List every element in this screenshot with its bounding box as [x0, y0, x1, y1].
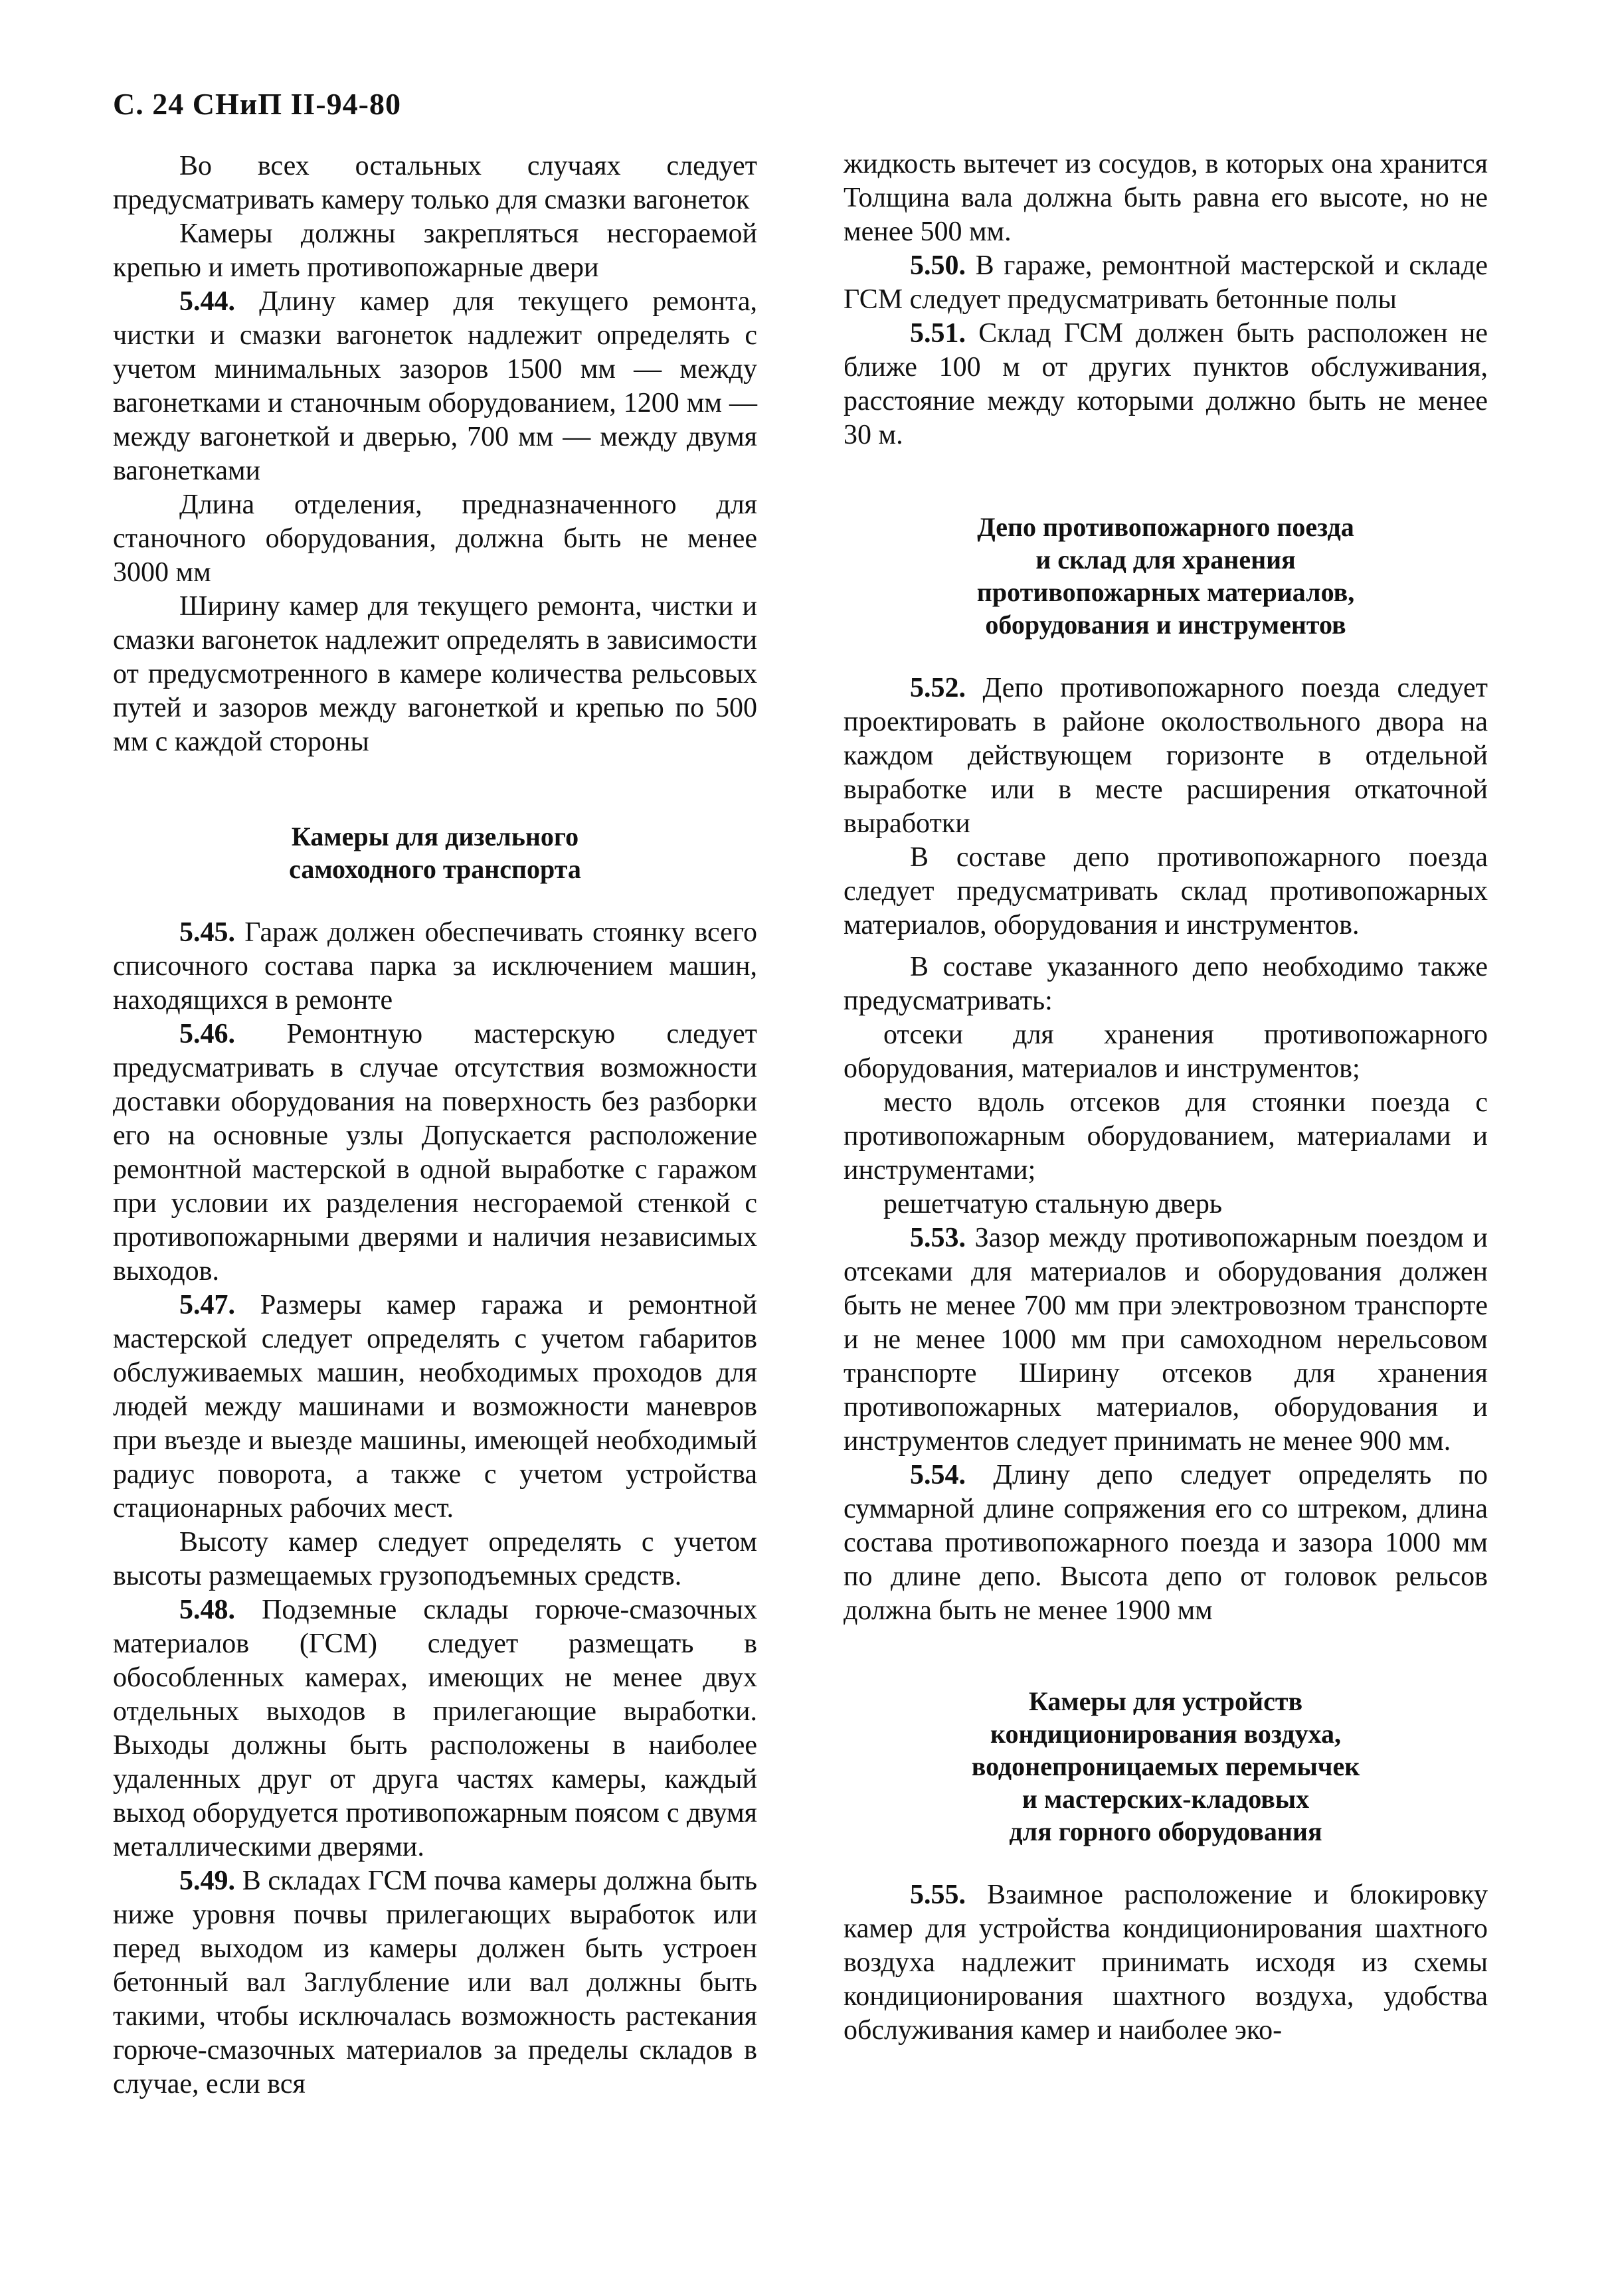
paragraph: Камеры должны закрепляться несгораемой крепью и иметь противопожарные двери: [113, 219, 757, 283]
left-column: [113, 149, 757, 2101]
list-item: отсеки для хранения противопожарного оборудования, материалов и инструментов;: [844, 1019, 1488, 1084]
clause-number: 5.48.: [179, 1595, 235, 1625]
clause-text: В гараже, ремонтной мастерской и складе ГСМ следует предусматривать бетонные полы: [844, 250, 1488, 315]
heading-line: Камеры для дизельного: [291, 822, 579, 851]
right-column: [844, 147, 1488, 2048]
paragraph: Длина отделения, предназначенного для станочного оборудования, должна быть не менее 3000 мм: [113, 489, 757, 588]
heading-line: Депо противопожарного поезда: [977, 512, 1354, 542]
clause-number: 5.54.: [910, 1460, 966, 1490]
heading-line: водонепроницаемых перемычек: [971, 1751, 1360, 1781]
clause-text: Гараж должен обеспечивать стоянку всего списочного состава парка за исключением машин, находящихся в ремонте: [113, 917, 757, 1016]
clause-number: 5.52.: [910, 673, 966, 703]
clause-number: 5.50.: [910, 250, 966, 281]
heading-line: противопожарных материалов,: [976, 577, 1355, 607]
paragraph-5-45: [113, 916, 757, 1017]
heading-line: оборудования и инструментов: [985, 610, 1346, 640]
paragraph: Во всех остальных случаях следует предусматривать камеру только для смазки вагонеток: [113, 151, 757, 215]
clause-number: 5.45.: [179, 917, 235, 948]
heading-line: и склад для хранения: [1035, 545, 1296, 574]
paragraph-5-54: [844, 1458, 1488, 1628]
paragraph-5-44: [113, 285, 757, 488]
paragraph-5-48: [113, 1593, 757, 1864]
clause-text: Депо противопожарного поезда следует проектировать в районе околоствольного двора на каждом действующем горизонте в отдельной выработке или в месте расширения откаточной выработки: [844, 673, 1488, 839]
clause-text: Ремонтную мастерскую следует предусматривать в случае отсутствия возможности доставки оборудования на поверхность без разборки его на основные узлы Допускается расположение ремонтной мастерской в одной выработке с гаражом при условии их разделения несгораемой стенкой с противопожарными дверями и наличия независимых выходов.: [113, 1019, 757, 1286]
heading-line: и мастерских-кладовых: [1022, 1784, 1310, 1814]
clause-number: 5.47.: [179, 1290, 235, 1320]
heading-line: самоходного транспорта: [289, 854, 581, 884]
paragraph-5-51: [844, 317, 1488, 452]
clause-number: 5.46.: [179, 1019, 235, 1049]
paragraph: Высоту камер следует определять с учетом высоты размещаемых грузоподъемных средств.: [113, 1527, 757, 1591]
paragraph-5-49: [113, 1864, 757, 2101]
list-item: решетчатую стальную дверь: [883, 1189, 1223, 1219]
paragraph: Ширину камер для текущего ремонта, чистки и смазки вагонеток надлежит определять в зависимости от предусмотренного в камере количества рельсовых путей и зазоров между вагонеткой и крепью по 500 мм с каждой стороны: [113, 591, 757, 757]
list-item: место вдоль отсеков для стоянки поезда с противопожарным оборудованием, материалами и инструментами;: [844, 1087, 1488, 1186]
paragraph-continued: жидкость вытечет из сосудов, в которых она хранится Толщина вала должна быть равна его высоте, но не менее 500 мм.: [844, 149, 1488, 247]
paragraph-5-53: [844, 1221, 1488, 1458]
paragraph-5-47: [113, 1288, 757, 1526]
section-heading-fire-train-depot: [844, 511, 1488, 641]
heading-line: для горного оборудования: [1009, 1816, 1322, 1846]
paragraph-5-52: [844, 671, 1488, 841]
section-heading-diesel-transport: [113, 820, 757, 885]
clause-text: Зазор между противопожарным поездом и отсеками для материалов и оборудования должен быть не менее 700 мм при электровозном транспорте и не менее 1000 мм при самоходном нерельсовом транспорте Ширину отсеков для хранения противопожарных материалов, оборудования и инструментов следует принимать не менее 900 мм.: [844, 1223, 1488, 1457]
page-header: С. 24 СНиП II-94-80: [113, 87, 401, 121]
clause-text: В складах ГСМ почва камеры должна быть ниже уровня почвы прилегающих выработок или перед выходом из камеры должен быть устроен бетонный вал Заглубление или вал должны быть такими, чтобы исключалась возможность растекания горюче-смазочных материалов за пределы складов в случае, если вся: [113, 1866, 757, 2099]
paragraph-5-50: [844, 249, 1488, 317]
clause-text: Взаимное расположение и блокировку камер для устройства кондиционирования шахтного воздуха надлежит принимать исходя из схемы кондиционирования шахтного воздуха, удобства обслуживания камер и наиболее эко-: [844, 1880, 1488, 2046]
clause-text: Размеры камер гаража и ремонтной мастерской следует определять с учетом габаритов обслуживаемых машин, необходимых проходов для людей между машинами и возможности маневров при въезде и выезде машины, имеющей необходимый радиус поворота, а также с учетом устройства стационарных рабочих мест.: [113, 1290, 757, 1524]
clause-number: 5.55.: [910, 1880, 966, 1910]
clause-text: Склад ГСМ должен быть расположен не ближе 100 м от других пунктов обслуживания, расстояние между которыми должно быть не менее 30 м.: [844, 318, 1488, 450]
clause-number: 5.53.: [910, 1223, 966, 1253]
clause-text: Подземные склады горюче-смазочных материалов (ГСМ) следует размещать в обособленных камерах, имеющих не менее двух отдельных выходов в прилегающие выработки. Выходы должны быть расположены в наиболее удаленных друг от друга частях камеры, каждый выход оборудуется противопожарным поясом с двумя металлическими дверями.: [113, 1595, 757, 1862]
clause-number: 5.51.: [910, 318, 966, 349]
paragraph-5-46: [113, 1017, 757, 1288]
section-heading-air-conditioning: [844, 1685, 1488, 1848]
paragraph: В составе указанного депо необходимо также предусматривать:: [844, 952, 1488, 1016]
heading-line: Камеры для устройств: [1028, 1686, 1303, 1716]
clause-text: Длину камер для текущего ремонта, чистки и смазки вагонеток надлежит определять с учетом минимальных зазоров 1500 мм — между вагонетками и станочным оборудованием, 1200 мм — между вагонеткой и дверью, 700 мм — между двумя вагонетками: [113, 286, 757, 486]
paragraph-5-55: [844, 1878, 1488, 2048]
clause-number: 5.44.: [179, 286, 235, 317]
heading-line: кондиционирования воздуха,: [990, 1719, 1341, 1749]
clause-number: 5.49.: [179, 1866, 235, 1896]
clause-text: Длину депо следует определять по суммарной длине сопряжения его со штреком, длина состава противопожарного поезда и зазора 1000 мм по длине депо. Высота депо от головок рельсов должна быть не менее 1900 мм: [844, 1460, 1488, 1626]
paragraph: В составе депо противопожарного поезда следует предусматривать склад противопожарных материалов, оборудования и инструментов.: [844, 842, 1488, 940]
